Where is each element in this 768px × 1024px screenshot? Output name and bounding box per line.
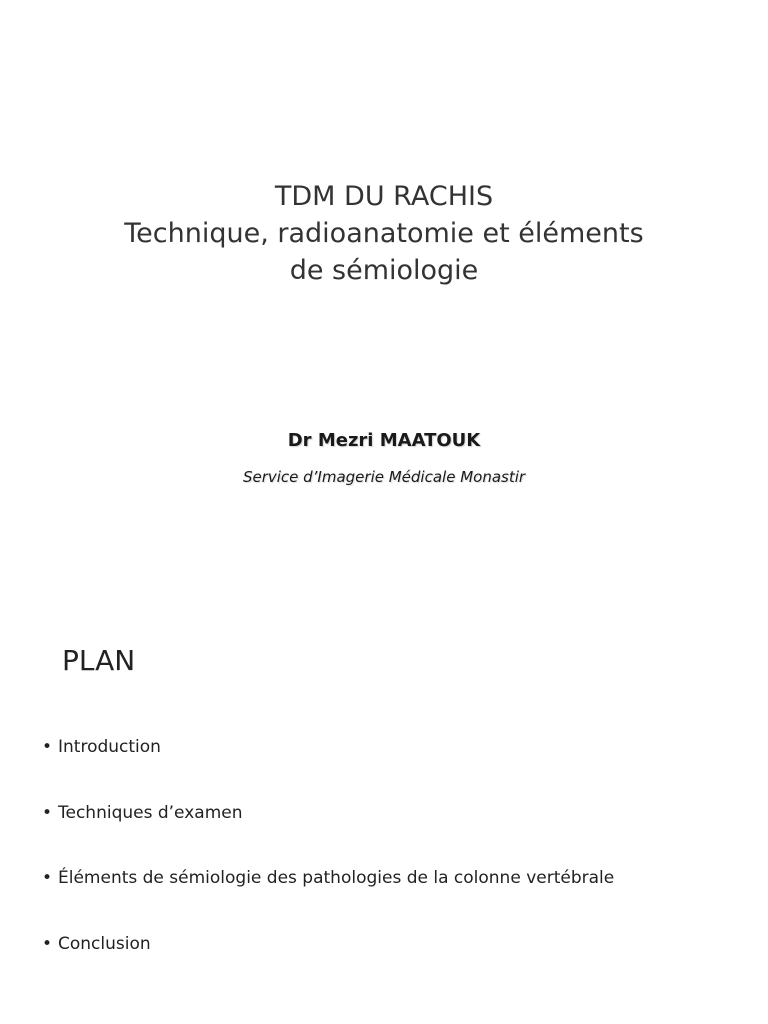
list-item [42, 929, 614, 995]
title-line-1: TDM DU RACHIS [274, 181, 494, 212]
list-item [42, 863, 614, 929]
title-line-3: de sémiologie [289, 255, 479, 286]
plan-item-semiologie: Éléments de sémiologie des pathologies de la colonne vertébrale [58, 868, 615, 888]
plan-item-introduction: Introduction [58, 737, 161, 757]
list-item [42, 732, 614, 798]
bullet-icon: • [42, 868, 53, 888]
title-line-2: Technique, radioanatomie et éléments [124, 218, 644, 249]
plan-item-conclusion: Conclusion [58, 933, 151, 954]
plan-list [42, 732, 614, 994]
author-name: Dr Mezri MAATOUK [287, 430, 481, 451]
bullet-icon: • [42, 737, 53, 757]
plan-slide [0, 600, 768, 1024]
bullet-icon: • [42, 933, 53, 954]
author-affiliation: Service d’Imagerie Médicale Monastir [242, 468, 526, 486]
bullet-icon: • [42, 802, 53, 823]
presentation-title [0, 178, 768, 289]
list-item [42, 798, 614, 864]
plan-item-techniques: Techniques d’examen [58, 802, 243, 823]
plan-heading: PLAN [62, 644, 136, 677]
